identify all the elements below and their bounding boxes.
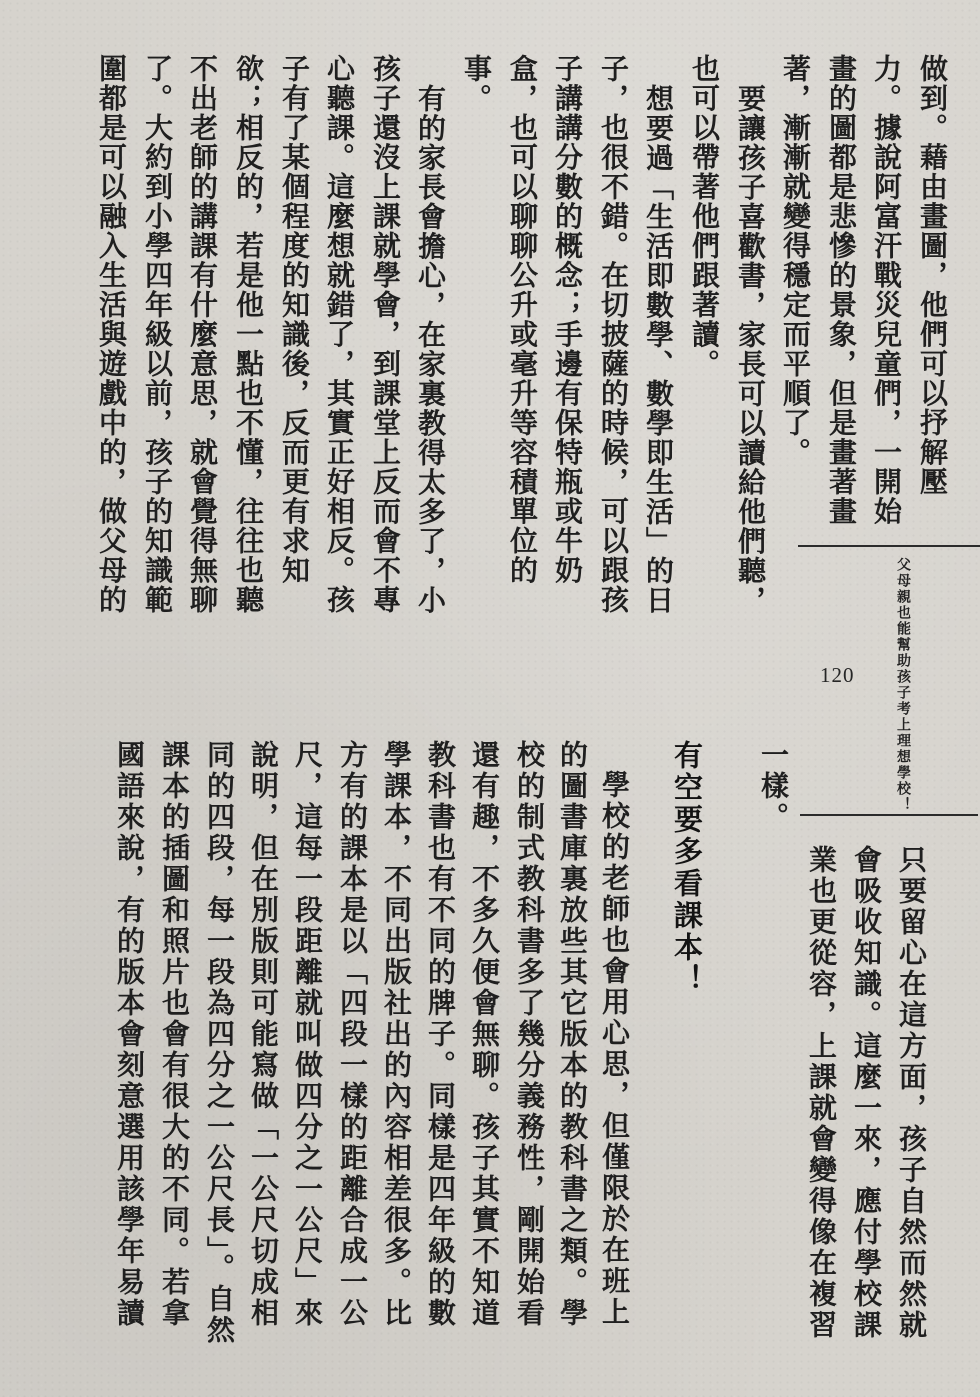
text-column: 同的四段，每一段為四分之一公尺長」。自然	[204, 740, 235, 1346]
text-column: 方有的課本是以「四段一樣的距離合成一公	[337, 740, 368, 1329]
text-column: 也可以帶著他們跟著讀。	[689, 54, 720, 379]
text-column: 學課本，不同出版社出的內容相差很多。比	[381, 740, 412, 1329]
text-column: 子講講分數的概念；手邊有保特瓶或牛奶	[552, 54, 583, 585]
text-column: 要讓孩子喜歡書，家長可以讀給他們聽，	[735, 84, 766, 615]
text-column: 著，漸漸就變得穩定而平順了。	[780, 54, 811, 467]
text-column: 說明，但在別版則可能寫做「一公尺切成相	[248, 740, 279, 1329]
running-head: 父母親也能幫助孩子考上理想學校！	[896, 557, 912, 813]
text-column: 只要留心在這方面，孩子自然而然就	[896, 845, 927, 1341]
text-column: 教科書也有不同的牌子。同樣是四年級的數	[425, 740, 456, 1329]
text-column: 有的家長會擔心，在家裏教得太多了，小	[415, 84, 446, 615]
text-column: 校的制式教科書多了幾分義務性，剛開始看	[514, 740, 545, 1329]
running-head-top-rule	[798, 545, 980, 547]
text-column: 不出老師的講課有什麼意思，就會覺得無聊	[187, 54, 218, 615]
text-column: 欲；相反的，若是他一點也不懂，往往也聽	[233, 54, 264, 615]
text-column: 心聽課。這麼想就錯了，其實正好相反。孩	[324, 54, 355, 615]
section-heading-column: 有空要多看課本！	[670, 740, 702, 996]
text-column: 了。大約到小學四年級以前，孩子的知識範	[142, 54, 173, 615]
text-column: 的圖書庫裏放些其它版本的教科書之類。學	[557, 740, 588, 1329]
text-column: 國語來說，有的版本會刻意選用該學年易讀	[114, 740, 145, 1329]
text-column: 圍都是可以融入生活與遊戲中的，做父母的	[96, 54, 127, 615]
text-column: 學校的老師也會用心思，但僅限於在班上	[599, 770, 630, 1328]
text-column: 會吸收知識。這麼一來，應付學校課	[851, 845, 882, 1341]
text-column: 事。	[461, 54, 492, 113]
text-column: 孩子還沒上課就學會，到課堂上反而會不專	[370, 54, 401, 615]
text-column: 一樣。	[758, 740, 789, 833]
page-number: 120	[820, 663, 855, 687]
text-column: 尺，這每一段距離就叫做四分之一公尺」來	[292, 740, 323, 1329]
text-column: 想要過「生活即數學、數學即生活」的日	[643, 84, 674, 615]
text-column: 力。據說阿富汗戰災兒童們，一開始	[871, 54, 902, 526]
text-column: 課本的插圖和照片也會有很大的不同。若拿	[159, 740, 190, 1329]
running-head-bottom-rule	[800, 814, 978, 816]
text-column: 子，也很不錯。在切披薩的時候，可以跟孩	[598, 54, 629, 615]
text-column: 做到。藉由畫圖，他們可以抒解壓	[917, 54, 948, 497]
text-column: 業也更從容，上課就會變得像在複習	[806, 845, 837, 1341]
text-column: 子有了某個程度的知識後，反而更有求知	[279, 54, 310, 585]
text-column: 盒，也可以聊聊公升或毫升等容積單位的	[507, 54, 538, 585]
text-column: 畫的圖都是悲慘的景象，但是畫著畫	[826, 54, 857, 526]
text-column: 還有趣，不多久便會無聊。孩子其實不知道	[469, 740, 500, 1329]
